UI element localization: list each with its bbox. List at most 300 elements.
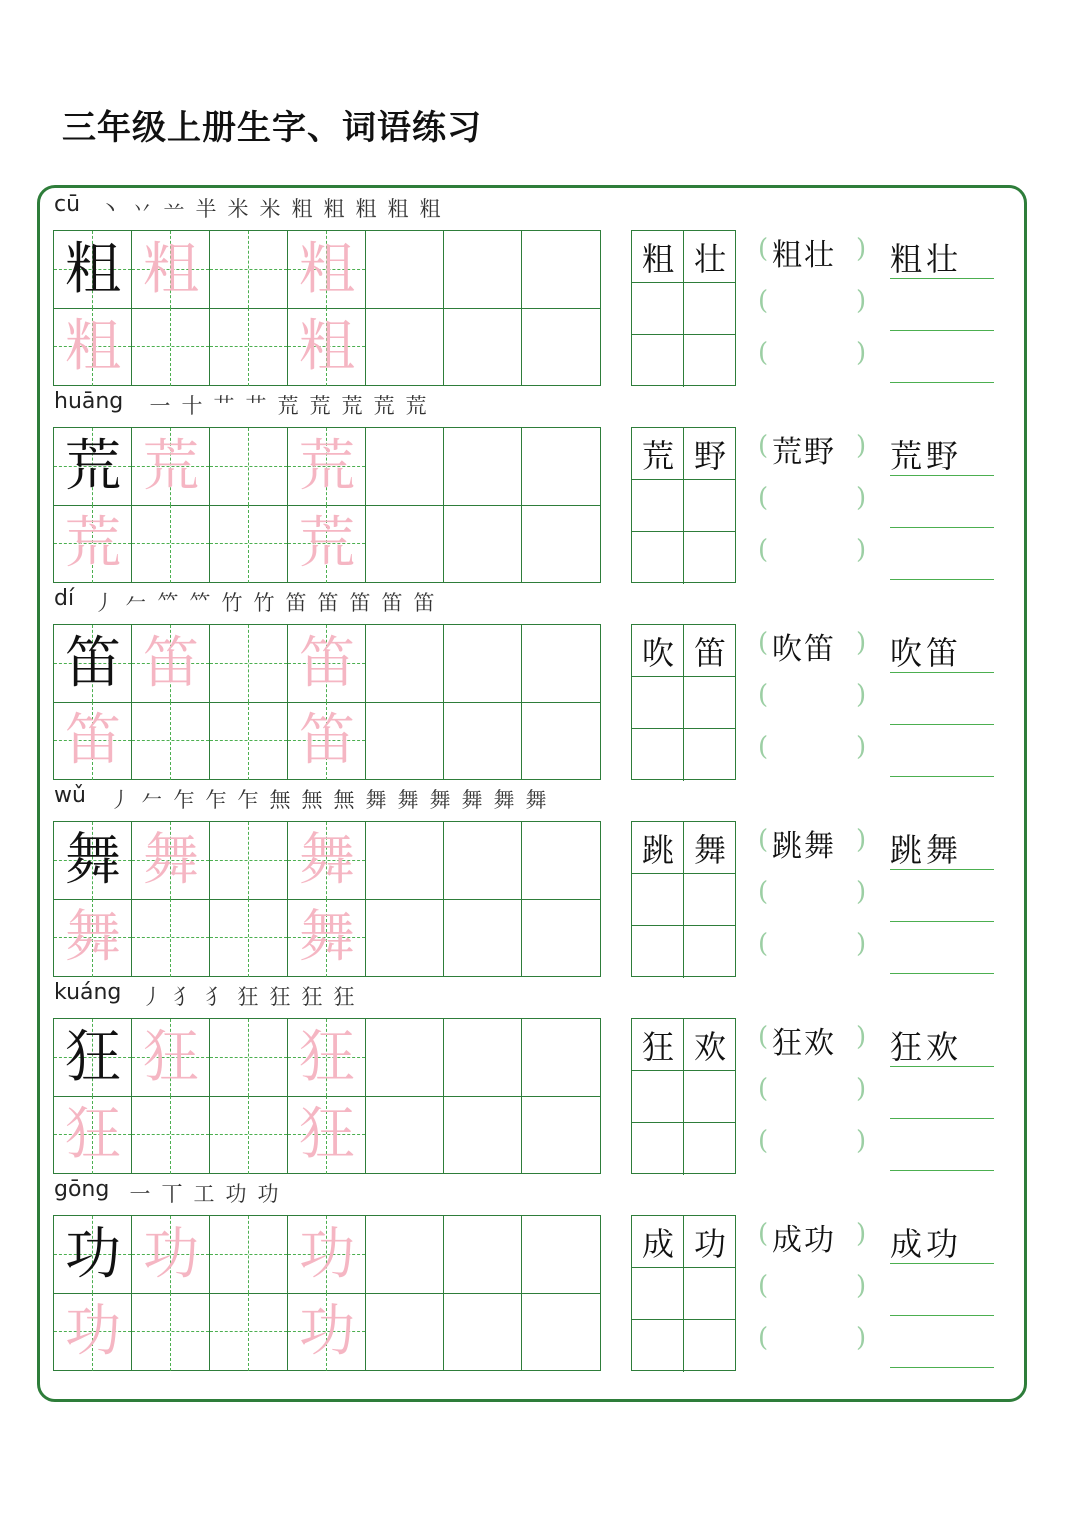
writing-cell[interactable]	[54, 505, 132, 583]
writing-cell[interactable]	[210, 505, 288, 583]
writing-cell[interactable]	[366, 308, 444, 386]
paren-right: )	[856, 1074, 867, 1104]
write-line[interactable]	[890, 330, 994, 331]
stroke-step: 犭	[172, 981, 196, 1011]
word-cell[interactable]	[632, 677, 684, 729]
stroke-step: 舞	[460, 784, 484, 814]
model-character: 粗	[65, 237, 121, 302]
stroke-step: 笛	[412, 587, 436, 617]
write-line	[890, 869, 994, 870]
write-line[interactable]	[890, 1315, 994, 1316]
stroke-step: 荒	[276, 390, 300, 420]
writing-cell[interactable]	[132, 308, 210, 386]
writing-cell[interactable]	[444, 308, 522, 386]
write-line	[890, 672, 994, 673]
writing-cell[interactable]	[444, 625, 522, 703]
stroke-step: 無	[268, 784, 292, 814]
paren-left: (	[758, 680, 769, 710]
word-cell[interactable]	[684, 283, 736, 335]
paren-left: (	[758, 1219, 769, 1249]
writing-cell[interactable]	[522, 899, 600, 977]
paren-blank[interactable]	[758, 1319, 868, 1367]
word-cell[interactable]	[632, 1320, 684, 1372]
stroke-step: 乍	[172, 784, 196, 814]
writing-cell[interactable]	[54, 1293, 132, 1371]
stroke-step: 米	[258, 193, 282, 223]
paren-blank[interactable]	[758, 479, 868, 527]
word-cell[interactable]	[632, 729, 684, 781]
paren-right: )	[856, 1271, 867, 1301]
trace-character: 荒	[143, 434, 199, 499]
underline-word: 狂欢	[890, 1028, 963, 1066]
word-model-char: 壮	[693, 240, 726, 278]
writing-cell[interactable]	[54, 428, 132, 506]
stroke-step: 十	[180, 390, 204, 420]
writing-cell[interactable]	[288, 625, 366, 703]
writing-cell[interactable]	[132, 1019, 210, 1097]
stroke-step: 一	[128, 1178, 152, 1208]
writing-cell[interactable]	[288, 1293, 366, 1371]
writing-cell[interactable]	[288, 899, 366, 977]
writing-cell[interactable]	[522, 822, 600, 900]
stroke-step: 粗	[322, 193, 346, 223]
stroke-step: 米	[226, 193, 250, 223]
trace-character: 功	[299, 1299, 355, 1364]
practice-unit-5	[0, 980, 1080, 1181]
word-cell[interactable]	[684, 1123, 736, 1175]
word-cell[interactable]	[684, 1320, 736, 1372]
writing-cell[interactable]	[132, 702, 210, 780]
paren-right: )	[856, 1126, 867, 1156]
write-line	[890, 278, 994, 279]
write-line[interactable]	[890, 724, 994, 725]
paren-left: (	[758, 1022, 769, 1052]
writing-cell[interactable]	[366, 702, 444, 780]
write-line[interactable]	[890, 382, 994, 383]
writing-grid	[53, 1018, 601, 1174]
word-model	[632, 625, 736, 677]
writing-cell[interactable]	[288, 1019, 366, 1097]
word-cell[interactable]	[684, 335, 736, 387]
writing-cell[interactable]	[132, 1096, 210, 1174]
writing-cell[interactable]	[444, 505, 522, 583]
writing-cell[interactable]	[366, 428, 444, 506]
paren-right: )	[856, 1022, 867, 1052]
practice-unit-2	[0, 389, 1080, 590]
writing-cell[interactable]	[54, 1216, 132, 1294]
paren-left: (	[758, 1323, 769, 1353]
trace-character: 荒	[299, 511, 355, 576]
word-model-char: 吹	[641, 634, 674, 672]
paren-left: (	[758, 338, 769, 368]
paren-right: )	[856, 732, 867, 762]
writing-cell[interactable]	[132, 625, 210, 703]
stroke-step: 𥫗	[188, 587, 212, 617]
paren-right: )	[856, 929, 867, 959]
writing-cell[interactable]	[132, 899, 210, 977]
writing-grid	[53, 230, 601, 386]
writing-cell[interactable]	[54, 702, 132, 780]
stroke-step: 𠂉	[140, 784, 164, 814]
writing-cell[interactable]	[210, 1096, 288, 1174]
stroke-step: 荒	[404, 390, 428, 420]
writing-cell[interactable]	[132, 505, 210, 583]
trace-character: 荒	[299, 434, 355, 499]
writing-cell[interactable]	[522, 625, 600, 703]
writing-cell[interactable]	[54, 1019, 132, 1097]
stroke-step: 丿	[140, 981, 164, 1011]
pinyin-label: gōng	[54, 1177, 110, 1202]
writing-cell[interactable]	[54, 231, 132, 309]
word-model-char: 笛	[693, 634, 726, 672]
write-line[interactable]	[890, 776, 994, 777]
write-line	[890, 475, 994, 476]
stroke-step: 艹	[212, 390, 236, 420]
trace-character: 笛	[299, 631, 355, 696]
paren-left: (	[758, 1126, 769, 1156]
writing-cell[interactable]	[444, 1216, 522, 1294]
paren-right: )	[856, 628, 867, 658]
paren-right: )	[856, 1219, 867, 1249]
paren-blank[interactable]	[758, 728, 868, 776]
paren-blank[interactable]	[758, 334, 868, 382]
stroke-step: 工	[192, 1178, 216, 1208]
writing-cell[interactable]	[444, 899, 522, 977]
stroke-step: 乍	[204, 784, 228, 814]
stroke-step: 粗	[354, 193, 378, 223]
writing-cell[interactable]	[54, 308, 132, 386]
word-model-char: 狂	[641, 1028, 674, 1066]
writing-cell[interactable]	[210, 308, 288, 386]
writing-cell[interactable]	[522, 1216, 600, 1294]
stroke-step: 犭	[204, 981, 228, 1011]
word-model-char: 舞	[693, 831, 726, 869]
trace-character: 狂	[299, 1102, 355, 1167]
paren-left: (	[758, 535, 769, 565]
stroke-step: 舞	[524, 784, 548, 814]
underline-word: 吹笛	[890, 634, 963, 672]
writing-cell[interactable]	[54, 625, 132, 703]
paren-word-text: 吹笛	[772, 632, 836, 667]
word-cell[interactable]	[684, 677, 736, 729]
writing-cell[interactable]	[210, 899, 288, 977]
stroke-step: 丶	[98, 193, 122, 223]
writing-grid	[53, 427, 601, 583]
writing-cell[interactable]	[444, 822, 522, 900]
practice-unit-3	[0, 586, 1080, 787]
model-character: 荒	[65, 434, 121, 499]
writing-cell[interactable]	[288, 308, 366, 386]
paren-word	[758, 1215, 868, 1263]
writing-cell[interactable]	[54, 1096, 132, 1174]
stroke-step: 荒	[340, 390, 364, 420]
word-model	[632, 428, 736, 480]
stroke-step: 𠂉	[124, 587, 148, 617]
trace-character: 笛	[299, 708, 355, 773]
stroke-step: 舞	[428, 784, 452, 814]
practice-unit-4	[0, 783, 1080, 984]
write-line[interactable]	[890, 1367, 994, 1368]
stroke-step: 笛	[284, 587, 308, 617]
stroke-step: 笛	[380, 587, 404, 617]
word-grid	[631, 1018, 736, 1174]
writing-cell[interactable]	[288, 822, 366, 900]
paren-left: (	[758, 628, 769, 658]
paren-word-text: 跳舞	[772, 829, 836, 864]
paren-blank[interactable]	[758, 531, 868, 579]
paren-blank[interactable]	[758, 1267, 868, 1315]
writing-cell[interactable]	[288, 1096, 366, 1174]
paren-left: (	[758, 877, 769, 907]
paren-word-text: 荒野	[772, 435, 836, 470]
model-character: 功	[65, 1222, 121, 1287]
stroke-step: 䒑	[162, 193, 186, 223]
word-model-char: 野	[693, 437, 726, 475]
paren-left: (	[758, 431, 769, 461]
stroke-step: 𥫗	[156, 587, 180, 617]
trace-character: 功	[143, 1222, 199, 1287]
model-character: 狂	[65, 1025, 121, 1090]
word-cell[interactable]	[684, 1268, 736, 1320]
trace-character: 舞	[299, 905, 355, 970]
paren-left: (	[758, 483, 769, 513]
paren-right: )	[856, 286, 867, 316]
writing-cell[interactable]	[210, 702, 288, 780]
paren-right: )	[856, 680, 867, 710]
stroke-step: 竹	[252, 587, 276, 617]
word-model-char: 功	[693, 1225, 726, 1263]
paren-blank[interactable]	[758, 1122, 868, 1170]
paren-word	[758, 624, 868, 672]
page-title: 三年级上册生字、词语练习	[62, 108, 482, 148]
stroke-step: 狂	[300, 981, 324, 1011]
stroke-step: 無	[300, 784, 324, 814]
writing-cell[interactable]	[54, 899, 132, 977]
writing-cell[interactable]	[210, 625, 288, 703]
word-model	[632, 231, 736, 283]
writing-cell[interactable]	[444, 231, 522, 309]
writing-cell[interactable]	[444, 428, 522, 506]
word-cell[interactable]	[632, 335, 684, 387]
writing-cell[interactable]	[366, 822, 444, 900]
stroke-step: 荒	[372, 390, 396, 420]
writing-cell[interactable]	[522, 505, 600, 583]
stroke-order	[98, 193, 442, 223]
word-cell[interactable]	[684, 480, 736, 532]
writing-cell[interactable]	[132, 1293, 210, 1371]
trace-character: 笛	[143, 631, 199, 696]
trace-character: 狂	[143, 1025, 199, 1090]
paren-word	[758, 1018, 868, 1066]
stroke-step: 丷	[130, 193, 154, 223]
writing-cell[interactable]	[522, 231, 600, 309]
paren-blank[interactable]	[758, 873, 868, 921]
paren-word	[758, 821, 868, 869]
paren-word-text: 成功	[772, 1223, 836, 1258]
writing-cell[interactable]	[366, 505, 444, 583]
stroke-step: 舞	[396, 784, 420, 814]
write-line	[890, 1066, 994, 1067]
writing-cell[interactable]	[444, 1096, 522, 1174]
stroke-step: 艹	[244, 390, 268, 420]
word-model-char: 粗	[641, 240, 674, 278]
stroke-order	[128, 1178, 280, 1208]
stroke-step: 丅	[160, 1178, 184, 1208]
paren-left: (	[758, 825, 769, 855]
paren-blank[interactable]	[758, 925, 868, 973]
trace-character: 舞	[65, 905, 121, 970]
write-line[interactable]	[890, 579, 994, 580]
word-cell[interactable]	[632, 874, 684, 926]
writing-cell[interactable]	[132, 822, 210, 900]
paren-right: )	[856, 338, 867, 368]
writing-cell[interactable]	[522, 1019, 600, 1097]
writing-cell[interactable]	[210, 231, 288, 309]
word-cell[interactable]	[632, 1123, 684, 1175]
writing-cell[interactable]	[210, 822, 288, 900]
writing-cell[interactable]	[288, 505, 366, 583]
stroke-order	[140, 981, 356, 1011]
word-cell[interactable]	[684, 532, 736, 584]
paren-right: )	[856, 483, 867, 513]
word-model	[632, 1216, 736, 1268]
paren-right: )	[856, 535, 867, 565]
writing-cell[interactable]	[366, 625, 444, 703]
word-grid	[631, 1215, 736, 1371]
stroke-step: 粗	[290, 193, 314, 223]
trace-character: 舞	[143, 828, 199, 893]
paren-blank[interactable]	[758, 676, 868, 724]
word-cell[interactable]	[632, 1071, 684, 1123]
write-line[interactable]	[890, 527, 994, 528]
pinyin-label: kuáng	[54, 980, 122, 1005]
trace-character: 粗	[299, 237, 355, 302]
word-cell[interactable]	[684, 1071, 736, 1123]
stroke-step: 功	[224, 1178, 248, 1208]
writing-cell[interactable]	[210, 428, 288, 506]
stroke-step: 狂	[236, 981, 260, 1011]
underline-word: 粗壮	[890, 240, 963, 278]
word-cell[interactable]	[632, 283, 684, 335]
word-cell[interactable]	[684, 729, 736, 781]
trace-character: 功	[299, 1222, 355, 1287]
word-cell[interactable]	[632, 480, 684, 532]
pinyin-label: huāng	[54, 389, 124, 414]
stroke-step: 丿	[108, 784, 132, 814]
paren-blank[interactable]	[758, 282, 868, 330]
writing-cell[interactable]	[288, 702, 366, 780]
writing-cell[interactable]	[132, 1216, 210, 1294]
paren-right: )	[856, 1323, 867, 1353]
writing-cell[interactable]	[288, 1216, 366, 1294]
stroke-step: 粗	[418, 193, 442, 223]
word-model-char: 跳	[641, 831, 674, 869]
stroke-step: 竹	[220, 587, 244, 617]
paren-left: (	[758, 234, 769, 264]
writing-cell[interactable]	[366, 1096, 444, 1174]
stroke-step: 功	[256, 1178, 280, 1208]
word-cell[interactable]	[632, 532, 684, 584]
trace-character: 粗	[143, 237, 199, 302]
paren-word	[758, 427, 868, 475]
writing-cell[interactable]	[288, 428, 366, 506]
trace-character: 笛	[65, 708, 121, 773]
word-cell[interactable]	[632, 926, 684, 978]
paren-word	[758, 230, 868, 278]
word-cell[interactable]	[684, 874, 736, 926]
paren-left: (	[758, 1271, 769, 1301]
paren-left: (	[758, 732, 769, 762]
writing-cell[interactable]	[366, 1216, 444, 1294]
writing-cell[interactable]	[522, 1293, 600, 1371]
writing-cell[interactable]	[522, 702, 600, 780]
writing-cell[interactable]	[444, 1019, 522, 1097]
writing-cell[interactable]	[54, 822, 132, 900]
stroke-order	[148, 390, 428, 420]
underline-word: 跳舞	[890, 831, 963, 869]
writing-cell[interactable]	[444, 1293, 522, 1371]
writing-cell[interactable]	[366, 1019, 444, 1097]
paren-left: (	[758, 1074, 769, 1104]
writing-cell[interactable]	[522, 428, 600, 506]
writing-cell[interactable]	[522, 308, 600, 386]
word-grid	[631, 821, 736, 977]
writing-cell[interactable]	[132, 428, 210, 506]
write-line[interactable]	[890, 921, 994, 922]
writing-cell[interactable]	[288, 231, 366, 309]
stroke-step: 狂	[268, 981, 292, 1011]
stroke-step: 半	[194, 193, 218, 223]
practice-unit-6	[0, 1177, 1080, 1378]
writing-cell[interactable]	[366, 899, 444, 977]
write-line[interactable]	[890, 1170, 994, 1171]
stroke-step: 荒	[308, 390, 332, 420]
writing-cell[interactable]	[210, 1216, 288, 1294]
write-line[interactable]	[890, 973, 994, 974]
writing-cell[interactable]	[210, 1293, 288, 1371]
stroke-step: 狂	[332, 981, 356, 1011]
stroke-step: 笛	[316, 587, 340, 617]
writing-cell[interactable]	[366, 231, 444, 309]
word-cell[interactable]	[684, 926, 736, 978]
paren-right: )	[856, 234, 867, 264]
word-grid	[631, 230, 736, 386]
stroke-step: 無	[332, 784, 356, 814]
word-model	[632, 1019, 736, 1071]
writing-cell[interactable]	[210, 1019, 288, 1097]
paren-blank[interactable]	[758, 1070, 868, 1118]
writing-cell[interactable]	[366, 1293, 444, 1371]
paren-left: (	[758, 929, 769, 959]
model-character: 笛	[65, 631, 121, 696]
write-line[interactable]	[890, 1118, 994, 1119]
word-cell[interactable]	[632, 1268, 684, 1320]
trace-character: 舞	[299, 828, 355, 893]
writing-cell[interactable]	[522, 1096, 600, 1174]
word-model-char: 欢	[693, 1028, 726, 1066]
trace-character: 狂	[299, 1025, 355, 1090]
word-grid	[631, 427, 736, 583]
word-grid	[631, 624, 736, 780]
paren-right: )	[856, 431, 867, 461]
writing-grid	[53, 624, 601, 780]
writing-cell[interactable]	[444, 702, 522, 780]
word-model	[632, 822, 736, 874]
paren-left: (	[758, 286, 769, 316]
paren-right: )	[856, 877, 867, 907]
writing-cell[interactable]	[132, 231, 210, 309]
trace-character: 荒	[65, 511, 121, 576]
